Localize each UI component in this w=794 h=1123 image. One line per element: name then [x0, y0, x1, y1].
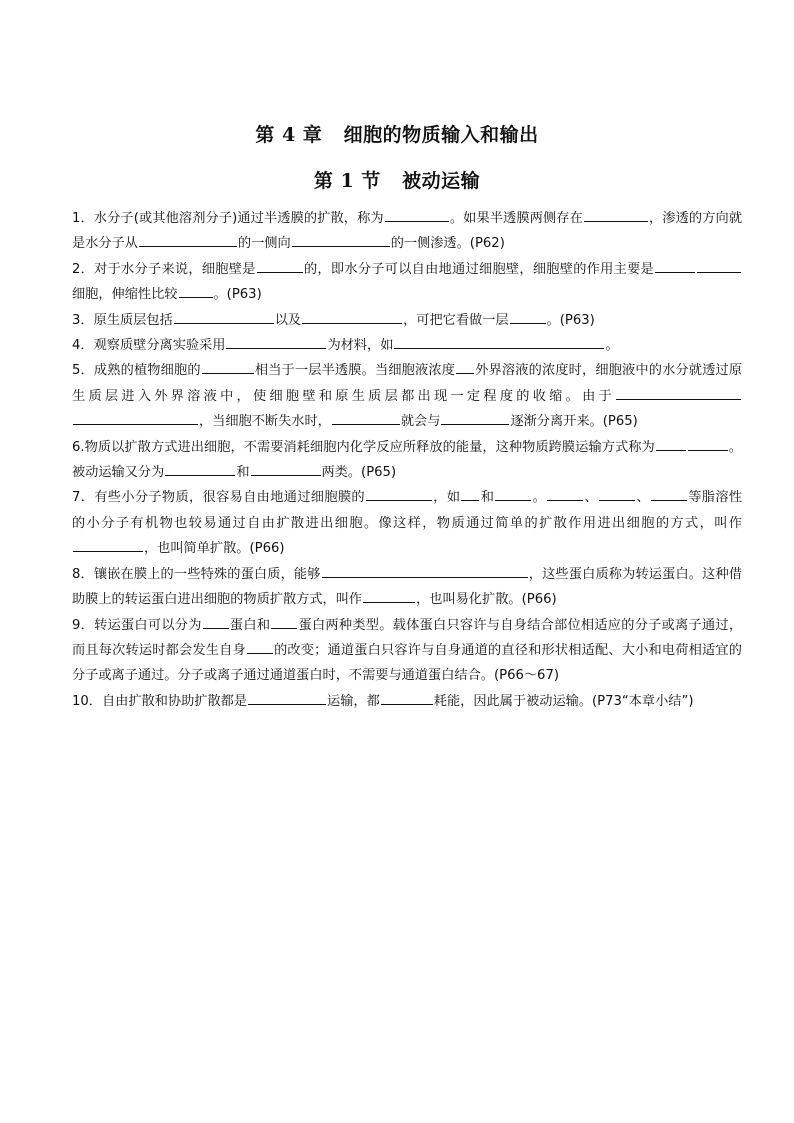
question-text: 运输，都: [327, 693, 380, 709]
answer-blank[interactable]: [510, 322, 546, 324]
question-9: [72, 613, 742, 689]
question-text: 的一侧渗透。(P62): [390, 236, 505, 252]
answer-blank[interactable]: [271, 627, 297, 629]
answer-blank[interactable]: [495, 499, 531, 501]
answer-blank[interactable]: [394, 347, 604, 349]
question-4: [72, 333, 742, 358]
question-text: 、: [636, 490, 650, 506]
answer-blank[interactable]: [584, 220, 648, 222]
question-text: 1．水分子(或其他溶剂分子)通过半透膜的扩散，称为: [72, 211, 384, 226]
question-8: [72, 562, 742, 613]
answer-blank[interactable]: [292, 245, 390, 247]
answer-blank[interactable]: [656, 449, 686, 451]
answer-blank[interactable]: [322, 576, 528, 578]
question-text: 蛋白和: [229, 617, 271, 633]
question-10: [72, 689, 742, 714]
question-6: [72, 435, 742, 486]
question-text: 和: [480, 490, 495, 506]
question-text: ，也叫简单扩散。(P66): [144, 541, 285, 557]
answer-blank[interactable]: [202, 372, 254, 374]
question-text: 、: [584, 490, 599, 506]
question-text: 7．有些小分子物质，很容易自由地通过细胞膜的: [72, 490, 365, 506]
answer-blank[interactable]: [174, 322, 274, 324]
answer-blank[interactable]: [165, 474, 235, 476]
answer-blank[interactable]: [385, 220, 449, 222]
question-text: 为材料，如: [327, 338, 394, 354]
question-text: ，渗透的方向就是水分子从: [72, 211, 743, 252]
answer-blank[interactable]: [688, 449, 728, 451]
answer-blank[interactable]: [697, 271, 741, 273]
question-list: [72, 206, 742, 714]
question-text: ，可把它看做一层: [403, 312, 509, 328]
question-text: 就会与: [400, 414, 441, 430]
answer-blank[interactable]: [547, 499, 583, 501]
answer-blank[interactable]: [203, 627, 229, 629]
question-text: 和: [236, 465, 250, 481]
question-text: 两类。(P65): [321, 465, 397, 481]
question-3: [72, 308, 742, 333]
question-text: 9．转运蛋白可以分为: [72, 617, 202, 633]
question-text: 4．观察质壁分离实验采用: [72, 338, 226, 354]
question-text: 。被动运输又分为: [72, 439, 742, 481]
question-text: ，也叫易化扩散。(P66): [416, 592, 557, 608]
question-text: 的一侧向: [237, 236, 291, 252]
question-1: [72, 206, 742, 257]
answer-blank[interactable]: [73, 550, 143, 552]
question-text: 等脂溶性的小分子有机物也较易通过自由扩散进出细胞。像这样，物质通过简单的扩散作用进出细胞的方式，叫作: [72, 490, 743, 531]
question-text: 耗能，因此属于被动运输。(P73“本章小结”): [433, 693, 694, 709]
question-5: [72, 358, 742, 434]
question-text: ，如: [432, 490, 461, 506]
question-text: 6.物质以扩散方式进出细胞，不需要消耗细胞内化学反应所释放的能量，这种物质跨膜运输方式称为: [72, 439, 655, 455]
question-text: 5．成熟的植物细胞的: [72, 363, 201, 379]
answer-blank[interactable]: [655, 271, 695, 273]
answer-blank[interactable]: [381, 703, 433, 705]
question-text: 。: [532, 490, 547, 506]
question-text: 逐渐分离开来。(P65): [510, 414, 638, 430]
answer-blank[interactable]: [616, 398, 741, 400]
question-text: ，这些蛋白质称为转运蛋白。这种借助膜上的转运蛋白进出细胞的物质扩散方式，叫作: [72, 566, 743, 608]
answer-blank[interactable]: [73, 423, 198, 425]
question-text: 细胞，伸缩性比较: [72, 287, 178, 303]
question-text: 的改变；通道蛋白只容许与自身通道的直径和形状相适配、大小和电荷相适宜的分子或离子通过。分子或离子通过通道蛋白时，不需要与通道蛋白结合。(P66～67): [72, 642, 742, 684]
answer-blank[interactable]: [248, 703, 326, 705]
answer-blank[interactable]: [251, 474, 321, 476]
question-text: ，当细胞不断失水时，: [199, 414, 331, 430]
answer-blank[interactable]: [366, 499, 432, 501]
question-text: 。(P63): [546, 312, 595, 328]
question-text: 3．原生质层包括: [72, 312, 173, 328]
chapter-title: 第 4 章 细胞的物质输入和输出: [255, 124, 539, 146]
question-text: 的，即水分子可以自由地通过细胞壁，细胞壁的作用主要是: [303, 261, 654, 277]
answer-blank[interactable]: [456, 372, 474, 374]
answer-blank[interactable]: [651, 499, 687, 501]
question-2: [72, 257, 742, 308]
question-text: 。: [605, 338, 619, 354]
question-7: [72, 485, 742, 561]
question-text: 相当于一层半透膜。当细胞液浓度: [254, 363, 456, 379]
question-text: 。(P63): [213, 287, 262, 303]
question-text: 外界溶液的浓度时，细胞液中的水分就透过原生质层进入外界溶液中，使细胞壁和原生质层都出现一定程度的收缩。由于: [72, 363, 743, 404]
question-text: 蛋白两种类型。载体蛋白只容许与自身结合部位相适应的分子或离子通过，而且每次转运时都会发生自身: [72, 617, 743, 658]
question-text: 以及: [274, 312, 302, 328]
answer-blank[interactable]: [302, 322, 402, 324]
answer-blank[interactable]: [179, 296, 213, 298]
answer-blank[interactable]: [599, 499, 635, 501]
answer-blank[interactable]: [257, 271, 303, 273]
answer-blank[interactable]: [332, 423, 400, 425]
section-title: 第 1 节 被动运输: [313, 170, 481, 192]
question-text: 8．镶嵌在膜上的一些特殊的蛋白质，能够: [72, 566, 321, 582]
answer-blank[interactable]: [226, 347, 326, 349]
question-text: 2．对于水分子来说，细胞壁是: [72, 261, 256, 277]
question-text: 。如果半透膜两侧存在: [449, 211, 583, 226]
answer-blank[interactable]: [247, 652, 273, 654]
answer-blank[interactable]: [441, 423, 509, 425]
answer-blank[interactable]: [363, 601, 415, 603]
question-text: 10．自由扩散和协助扩散都是: [72, 693, 248, 709]
answer-blank[interactable]: [461, 499, 479, 501]
answer-blank[interactable]: [139, 245, 237, 247]
